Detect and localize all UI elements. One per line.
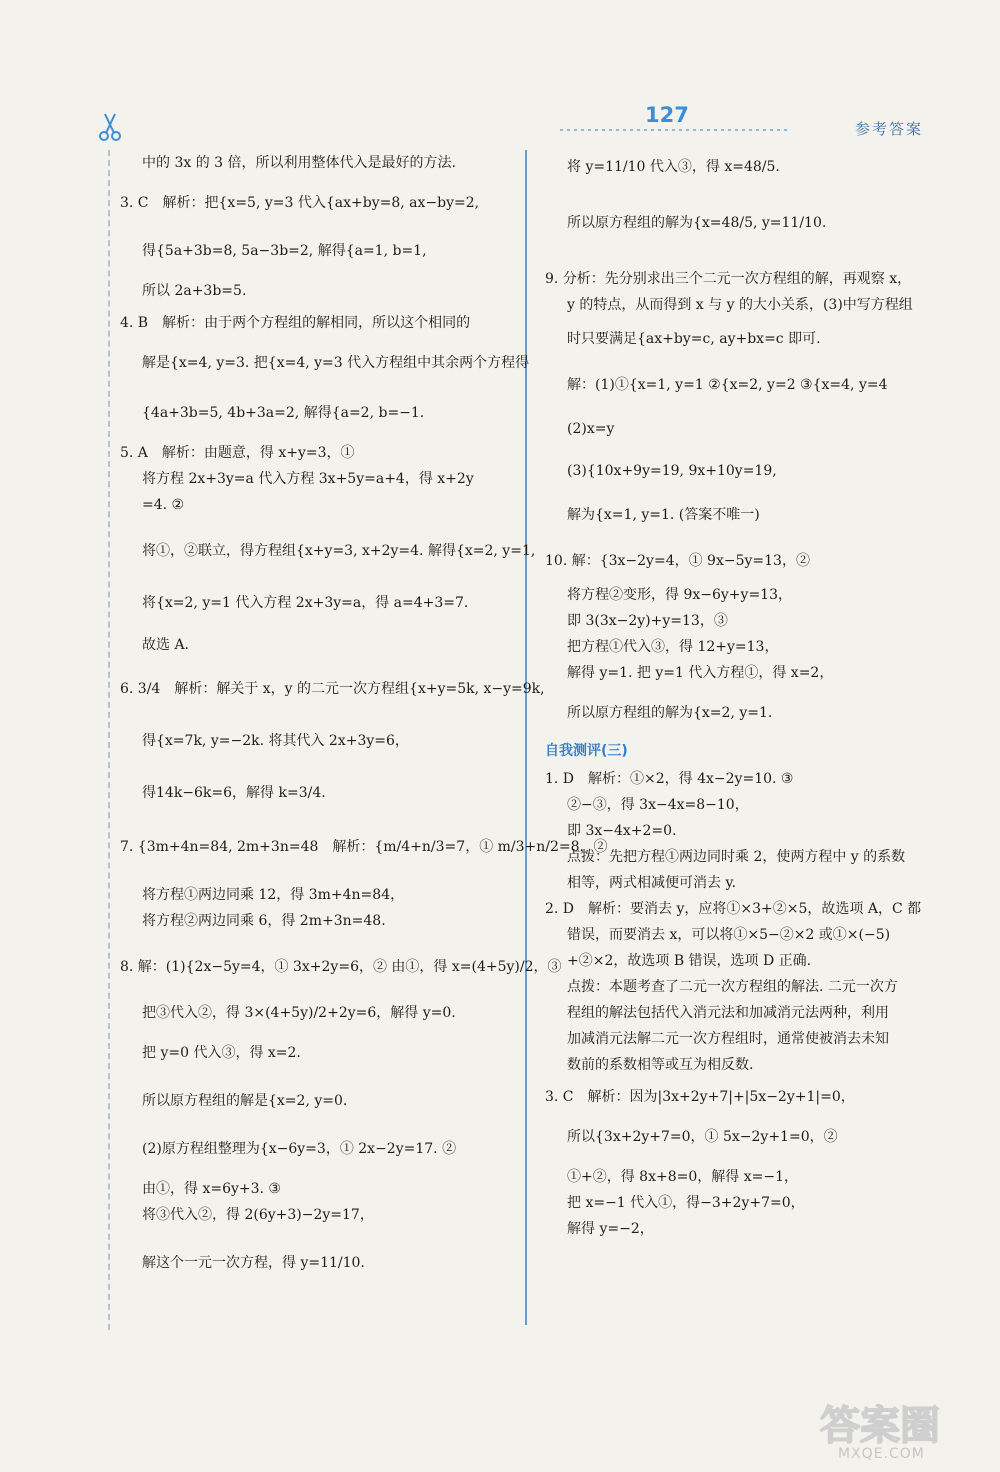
answer-line: ②−③，得 3x−4x=8−10， — [567, 797, 749, 813]
answer-line: 1. D 解析：①×2，得 4x−2y=10. ③ — [545, 771, 794, 787]
watermark-url: MXQE.COM — [838, 1446, 925, 1462]
answer-line: {4a+3b=5, 4b+3a=2, 解得{a=2, b=−1. — [142, 405, 425, 421]
header-decoration — [560, 126, 790, 134]
scissors-icon — [98, 112, 122, 142]
answer-line: 4. B 解析：由于两个方程组的解相同，所以这个相同的 — [120, 315, 471, 331]
answer-line: 把 x=−1 代入①，得−3+2y+7=0， — [567, 1195, 805, 1211]
answer-line: 时只要满足{ax+by=c, ay+bx=c 即可. — [567, 331, 821, 347]
answer-line: 所以原方程组的解是{x=2, y=0. — [142, 1093, 348, 1109]
answer-line: 将 y=11/10 代入③，得 x=48/5. — [567, 159, 780, 175]
answer-line: 中的 3x 的 3 倍，所以利用整体代入是最好的方法. — [142, 155, 456, 171]
answer-line: 即 3x−4x+2=0. — [567, 823, 677, 839]
answer-line: 数前的系数相等或互为相反数. — [567, 1057, 754, 1073]
answer-line: 9. 分析：先分别求出三个二元一次方程组的解，再观察 x， — [545, 271, 912, 287]
answer-line: 10. 解：{3x−2y=4，① 9x−5y=13，② — [545, 553, 810, 569]
answer-line: 将方程②变形，得 9x−6y+y=13， — [567, 587, 792, 603]
column-divider — [525, 150, 527, 1325]
answer-line: 所以原方程组的解为{x=2, y=1. — [567, 705, 773, 721]
answer-line: (2)原方程组整理为{x−6y=3，① 2x−2y=17. ② — [142, 1141, 457, 1157]
answer-line: 5. A 解析：由题意，得 x+y=3，① — [120, 445, 355, 461]
answer-line: ①+②，得 8x+8=0，解得 x=−1， — [567, 1169, 798, 1185]
answer-line: 相等，两式相减便可消去 y. — [567, 875, 736, 891]
answer-line: 解得 y=1. 把 y=1 代入方程①，得 x=2， — [567, 665, 834, 681]
right-column — [545, 150, 945, 1242]
answer-line: 加减消元法解二元一次方程组时，通常使被消去未知 — [567, 1031, 889, 1047]
answer-line: 把方程①代入③，得 12+y=13， — [567, 639, 779, 655]
answer-line: (2)x=y — [567, 421, 615, 437]
answer-line: 故选 A. — [142, 637, 190, 653]
answer-line: 3. C 解析：把{x=5, y=3 代入{ax+by=8, ax−by=2, — [120, 195, 480, 211]
answer-line: 解这个一元一次方程，得 y=11/10. — [142, 1255, 365, 1271]
answer-line: 将③代入②，得 2(6y+3)−2y=17， — [142, 1207, 374, 1223]
answer-line: 将①，②联立，得方程组{x+y=3, x+2y=4. 解得{x=2, y=1, — [142, 543, 536, 559]
section-title: 自我测评(三) — [545, 743, 628, 759]
answer-line: y 的特点，从而得到 x 与 y 的大小关系，(3)中写方程组 — [567, 297, 913, 313]
answer-line: 错误，而要消去 x，可以将①×5−②×2 或①×(−5) — [567, 927, 891, 943]
answer-line: 解得 y=−2， — [567, 1221, 654, 1237]
answer-line: 将方程 2x+3y=a 代入方程 3x+5y=a+4，得 x+2y — [142, 471, 474, 487]
answer-line: 解是{x=4, y=3. 把{x=4, y=3 代入方程组中其余两个方程得 — [142, 355, 530, 371]
answer-line: 2. D 解析：要消去 y，应将①×3+②×5，故选项 A，C 都 — [545, 901, 922, 917]
answer-line: 即 3(3x−2y)+y=13，③ — [567, 613, 728, 629]
svg-text:答案圈: 答案圈 — [820, 1403, 940, 1449]
answer-line: 3. C 解析：因为|3x+2y+7|+|5x−2y+1|=0， — [545, 1089, 855, 1105]
answer-line: 解为{x=1, y=1. (答案不唯一) — [567, 507, 760, 523]
answer-line: 6. 3/4 解析：解关于 x，y 的二元一次方程组{x+y=5k, x−y=9k, — [120, 681, 545, 697]
answer-line: 把③代入②，得 3×(4+5y)/2+2y=6，解得 y=0. — [142, 1005, 456, 1021]
answer-line: 得{x=7k, y=−2k. 将其代入 2x+3y=6， — [142, 733, 409, 749]
answer-line: =4. ② — [142, 497, 185, 513]
answer-line: 程组的解法包括代入消元法和加减消元法两种，利用 — [567, 1005, 889, 1021]
answer-line: 解：(1)①{x=1, y=1 ②{x=2, y=2 ③{x=4, y=4 — [567, 377, 888, 393]
answer-line: 得{5a+3b=8, 5a−3b=2, 解得{a=1, b=1, — [142, 243, 427, 259]
answer-line: 所以 2a+3b=5. — [142, 283, 247, 299]
answer-line: 得14k−6k=6，解得 k=3/4. — [142, 785, 326, 801]
answer-line: 将{x=2, y=1 代入方程 2x+3y=a，得 a=4+3=7. — [142, 595, 469, 611]
answer-line: 所以原方程组的解为{x=48/5, y=11/10. — [567, 215, 827, 231]
answer-line: 把 y=0 代入③，得 x=2. — [142, 1045, 301, 1061]
answer-line: 将方程①两边同乘 12，得 3m+4n=84， — [142, 887, 405, 903]
answer-line: 由①，得 x=6y+3. ③ — [142, 1181, 281, 1197]
answer-line: 7. {3m+4n=84, 2m+3n=48 解析：{m/4+n/3=7，① m/3+n/2=8，② — [120, 839, 608, 855]
answer-line: 将方程②两边同乘 6，得 2m+3n=48. — [142, 913, 386, 929]
page-number: 127 — [645, 103, 689, 127]
answer-line: 点拨：先把方程①两边同时乘 2，使两方程中 y 的系数 — [567, 849, 906, 865]
header-label: 参考答案 — [855, 120, 924, 138]
answer-line: 点拨：本题考查了二元一次方程组的解法. 二元一次方 — [567, 979, 898, 995]
answer-line: 8. 解：(1){2x−5y=4，① 3x+2y=6，② 由①，得 x=(4+5y)/2，③ — [120, 959, 562, 975]
cut-line — [108, 150, 110, 1330]
answer-line: 所以{3x+2y+7=0，① 5x−2y+1=0，② — [567, 1129, 838, 1145]
answer-line: (3){10x+9y=19, 9x+10y=19, — [567, 463, 777, 479]
answer-line: +②×2，故选项 B 错误，选项 D 正确. — [567, 953, 812, 969]
